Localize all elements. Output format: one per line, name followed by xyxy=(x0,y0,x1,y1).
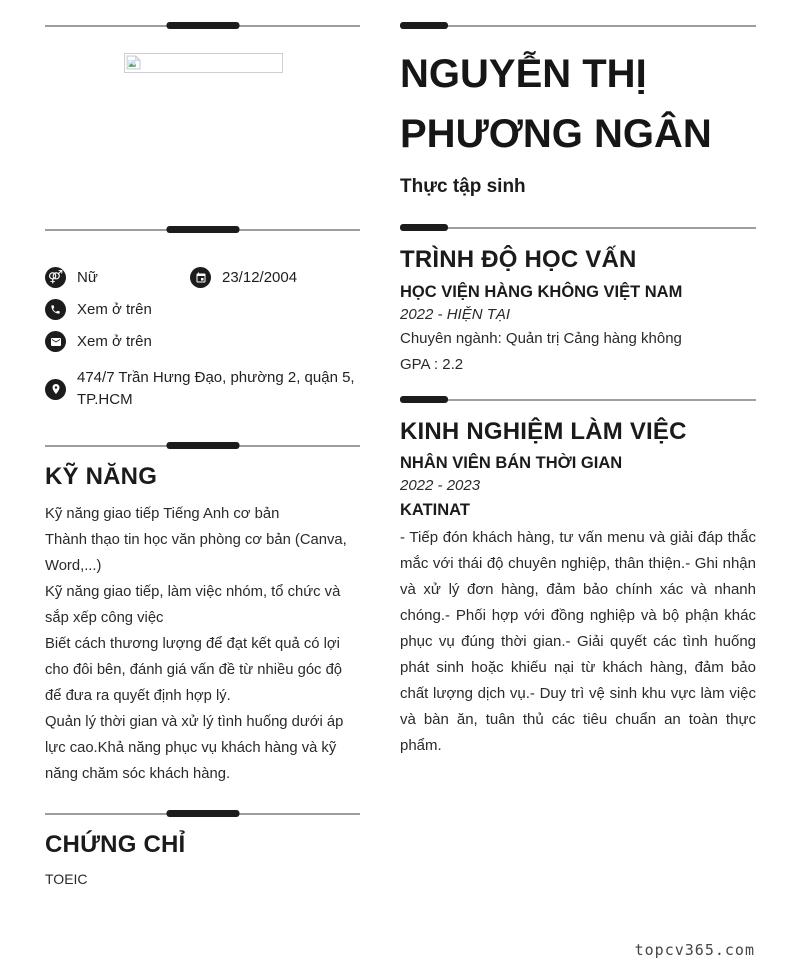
phone-value: Xem ở trên xyxy=(77,301,152,318)
mail-icon xyxy=(45,331,66,352)
location-pin-icon xyxy=(45,379,66,400)
calendar-icon xyxy=(190,267,211,288)
divider-bar xyxy=(400,224,448,231)
candidate-position: Thực tập sinh xyxy=(400,176,526,197)
watermark: topcv365.com xyxy=(634,941,755,959)
skills-section-title: KỸ NĂNG xyxy=(45,463,158,490)
broken-image-icon xyxy=(126,55,141,70)
skill-item: Kỹ năng giao tiếp Tiếng Anh cơ bản xyxy=(45,506,280,522)
email-value: Xem ở trên xyxy=(77,333,152,350)
skill-item: Kỹ năng giao tiếp, làm việc nhóm, tổ chức và sắp xếp công việc xyxy=(45,584,341,626)
divider xyxy=(45,442,360,449)
experience-company: KATINAT xyxy=(400,501,470,519)
divider xyxy=(45,226,360,233)
divider xyxy=(400,22,756,29)
left-column xyxy=(45,0,360,969)
divider xyxy=(400,396,756,403)
experience-period: 2022 - 2023 xyxy=(400,477,481,494)
divider-bar xyxy=(166,226,239,233)
info-row-address xyxy=(45,363,357,415)
info-row-gender xyxy=(45,267,98,288)
education-period: 2022 - HIỆN TẠI xyxy=(400,306,511,323)
gender-icon-glyph: ⚤ xyxy=(47,270,64,285)
education-section-title: TRÌNH ĐỘ HỌC VẤN xyxy=(400,246,637,273)
address-value: 474/7 Trần Hưng Đạo, phường 2, quận 5, TP.HCM xyxy=(77,369,355,408)
skills-list xyxy=(45,501,360,787)
divider xyxy=(400,224,756,231)
experience-description: - Tiếp đón khách hàng, tư vấn menu và giải đáp thắc mắc với thái độ chuyên nghiệp, thân thiện.- Ghi nhận và xử lý đơn hàng, đảm bảo chính xác và nhanh chóng.- Phối hợp với đồng nghiệp và bộ phận khác phục vụ đúng thời gian.- Giải quyết các tình huống phát sinh hoặc khiếu nại từ khách hàng, đảm bảo chất lượng dịch vụ.- Duy trì vệ sinh khu vực làm việc và bàn ăn, tuân thủ các tiêu chuẩn an toàn thực phẩm. xyxy=(400,529,756,754)
experience-role: NHÂN VIÊN BÁN THỜI GIAN xyxy=(400,454,623,472)
info-row-phone xyxy=(45,299,152,320)
divider-line xyxy=(400,227,756,229)
divider xyxy=(45,810,360,817)
birthday-value: 23/12/2004 xyxy=(222,269,298,286)
divider-bar xyxy=(166,22,239,29)
experience-section-title: KINH NGHIỆM LÀM VIỆC xyxy=(400,418,687,445)
certificate-item: TOEIC xyxy=(45,871,88,887)
divider-bar xyxy=(166,442,239,449)
certificates-section-title: CHỨNG CHỈ xyxy=(45,831,186,858)
candidate-name: NGUYỄN THỊ PHƯƠNG NGÂN xyxy=(400,52,712,156)
education-major: Chuyên ngành: Quản trị Cảng hàng không xyxy=(400,330,682,347)
education-school: HỌC VIỆN HÀNG KHÔNG VIỆT NAM xyxy=(400,283,683,301)
gender-icon xyxy=(45,267,66,288)
divider-bar xyxy=(400,22,448,29)
right-column xyxy=(400,0,756,969)
info-row-birthday xyxy=(190,267,297,288)
divider-line xyxy=(400,25,756,27)
skill-item: Quản lý thời gian và xử lý tình huống dưới áp lực cao.Khả năng phục vụ khách hàng và kỹ năng chăm sóc khách hàng. xyxy=(45,714,344,782)
skill-item: Thành thạo tin học văn phòng cơ bản (Canva, Word,...) xyxy=(45,532,347,574)
profile-photo-broken-image xyxy=(124,53,283,73)
divider-line xyxy=(400,399,756,401)
phone-icon xyxy=(45,299,66,320)
skill-item: Biết cách thương lượng để đạt kết quả có lợi cho đôi bên, đánh giá vấn đề từ nhiều góc độ để đưa ra quyết định hợp lý. xyxy=(45,636,343,704)
education-gpa: GPA : 2.2 xyxy=(400,356,464,373)
gender-value: Nữ xyxy=(77,269,98,286)
divider-bar xyxy=(166,810,239,817)
info-row-email xyxy=(45,331,152,352)
divider xyxy=(45,22,360,29)
divider-bar xyxy=(400,396,448,403)
